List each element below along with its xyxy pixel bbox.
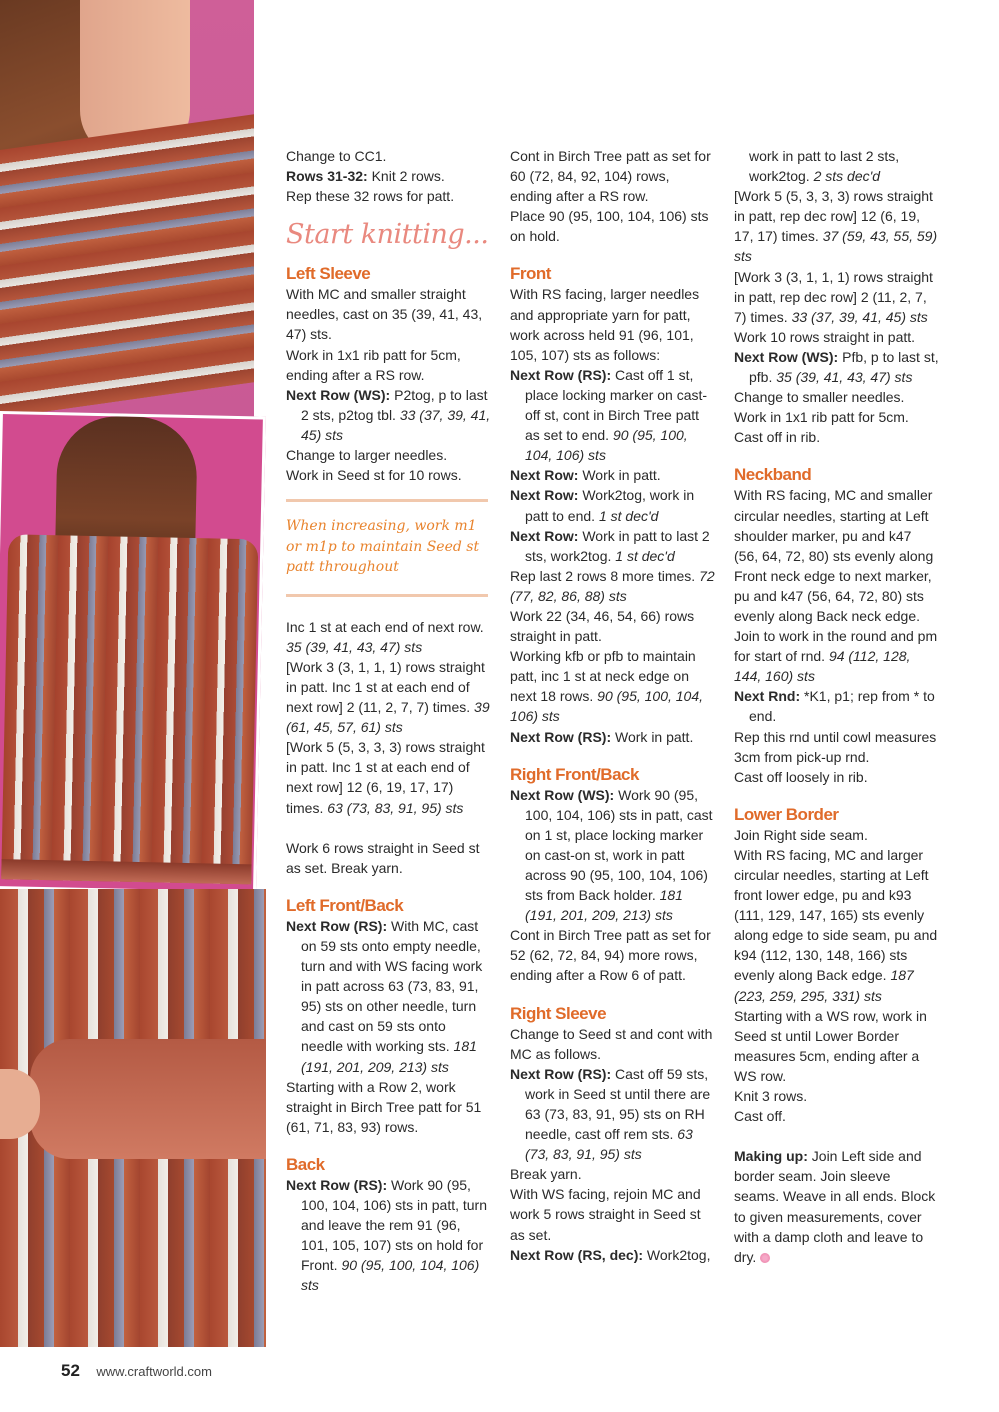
- instruction: Work 6 rows straight in Seed st as set. Break yarn.: [286, 839, 480, 876]
- instruction: Work in 1x1 rib patt for 5cm, ending after a RS row.: [286, 346, 461, 383]
- instruction: Working kfb or pfb to maintain patt, inc 1 st at neck edge on next 18 rows. 90 (95, 100, 104, 106) sts: [510, 648, 704, 725]
- column-2: [510, 146, 715, 1265]
- instruction: Next Row (RS, dec): Work2tog,: [510, 1246, 711, 1263]
- instruction: Change to larger needles.: [286, 447, 448, 464]
- instruction: Next Row: Work2tog, work in patt to end. 1 st dec'd: [510, 487, 695, 524]
- instruction: Starting with a WS row, work in Seed st until Lower Border measures 5cm, ending after a WS row.: [734, 1007, 927, 1084]
- instruction: Work in 1x1 rib patt for 5cm.: [734, 409, 909, 426]
- instruction: Rep last 2 rows 8 more times. 72 (77, 82, 86, 88) sts: [510, 567, 715, 604]
- page-number: 52: [61, 1361, 80, 1380]
- model-photo-front: [0, 0, 254, 418]
- instruction: Work 10 rows straight in patt.: [734, 328, 916, 345]
- right-front-back-heading: Right Front/Back: [510, 764, 639, 784]
- instruction: [Work 5 (5, 3, 3, 3) rows straight in patt, rep dec row] 12 (6, 19, 17, 17) times. 37 (59, 43, 55, 59) sts: [734, 188, 938, 265]
- instruction: Next Row (WS): Pfb, p to last st, pfb. 35 (39, 41, 43, 47) sts: [734, 348, 939, 386]
- making-up-instruction: Making up: Join Left side and border seam. Join sleeve seams. Weave in all ends. Block to given measurements, cover with a damp cloth and leave to dry.: [734, 1148, 936, 1265]
- start-knitting-heading: Start knitting...: [286, 219, 489, 251]
- sleeve-cuff: [30, 1039, 266, 1159]
- instruction: With RS facing, larger needles and appropriate yarn for patt, work across held 91 (96, 101, 105, 107) sts as follows:: [510, 286, 700, 363]
- instruction: With RS facing, MC and larger circular needles, starting at Left front lower edge, pu and k93 (111, 129, 147, 165) sts evenly along edge to side seam, pu and k94 (112, 130, 148, 166) sts evenly along Back edge. 187 (223, 259, 295, 331) sts: [734, 846, 938, 1004]
- sweater-back: [1, 534, 258, 884]
- front-heading: Front: [510, 264, 551, 284]
- neckband-heading: Neckband: [734, 465, 812, 485]
- instruction: Starting with a Row 2, work straight in Birch Tree patt for 51 (61, 71, 83, 93) rows.: [286, 1078, 482, 1135]
- instruction: Next Row (RS): With MC, cast on 59 sts onto empty needle, turn and with WS facing work in patt across 63 (73, 83, 91, 95) sts on other needle, turn and cast on 59 sts onto needle with working sts. 181 (191, 201, 209, 213) sts: [286, 917, 483, 1075]
- end-mark-icon: [760, 1253, 770, 1263]
- instruction: Cont in Birch Tree patt as set for 60 (72, 84, 92, 104) rows, ending after a RS row.: [510, 148, 711, 205]
- instruction: [Work 5 (5, 3, 3, 3) rows straight in patt. Inc 1 st at each end of next row] 12 (6, 19, 17, 17) times. 63 (73, 83, 91, 95) sts: [286, 739, 485, 816]
- tip-text: When increasing, work m1 or m1p to maintain Seed st patt throughout: [286, 518, 480, 576]
- instruction: Next Row (RS): Work 90 (95, 100, 104, 106) sts in patt, turn and leave the rem 91 (96, 101, 105, 107) sts on hold for Front. 90 (95, 100, 104, 106) sts: [286, 1176, 488, 1294]
- instruction: Work 22 (34, 46, 54, 66) rows straight in patt.: [510, 607, 695, 645]
- left-sleeve-heading: Left Sleeve: [286, 264, 371, 284]
- website-url: www.craftworld.com: [96, 1364, 212, 1379]
- page-footer: [61, 1361, 212, 1381]
- sweater-stripes: [0, 114, 254, 418]
- instruction: With RS facing, MC and smaller circular needles, starting at Left shoulder marker, pu and k47 (56, 64, 72, 80) sts evenly along Front neck edge to next marker, pu and k47 (56, 64, 72, 80) sts evenly along Back neck edge. Join to work in the round and pm for start of rnd. 94 (112, 128, 144, 160) sts: [734, 487, 938, 685]
- sweater-hem: [1, 859, 251, 884]
- instruction: Rows 31-32: Knit 2 rows.: [286, 168, 445, 185]
- instruction: Change to Seed st and cont with MC as follows.: [510, 1025, 713, 1062]
- instruction: Next Row: Work in patt to last 2 sts, work2tog. 1 st dec'd: [510, 527, 710, 564]
- instruction: Cont in Birch Tree patt as set for 52 (62, 72, 84, 94) more rows, ending after a Row 6 of patt.: [510, 927, 711, 984]
- sweater-detail-photo: [0, 889, 266, 1347]
- instruction: Cast off in rib.: [734, 429, 821, 446]
- instruction: Next Rnd: *K1, p1; rep from * to end.: [734, 688, 935, 725]
- instruction: Cast off.: [734, 1108, 786, 1125]
- instruction: Next Row (WS): P2tog, p to last 2 sts, p2tog tbl. 33 (37, 39, 41, 45) sts: [286, 386, 491, 443]
- instruction: Place 90 (95, 100, 104, 106) sts on hold.: [510, 208, 709, 245]
- instruction: With MC and smaller straight needles, cast on 35 (39, 41, 43, 47) sts.: [286, 286, 483, 343]
- instruction: [Work 3 (3, 1, 1, 1) rows straight in patt, rep dec row] 2 (11, 2, 7, 7) times. 33 (37, 39, 41, 45) sts: [734, 268, 933, 325]
- instruction: Next Row (RS): Cast off 59 sts, work in Seed st until there are 63 (73, 83, 91, 95) sts on RH needle, cast off rem sts. 63 (73, 83, 91, 95) sts: [510, 1065, 711, 1163]
- instruction: Join Right side seam.: [734, 826, 868, 843]
- intro-line: Change to CC1.: [286, 148, 387, 164]
- instruction: [Work 3 (3, 1, 1, 1) rows straight in patt. Inc 1 st at each end of next row] 2 (11, 2, 7, 7) times. 39 (61, 45, 57, 61) sts: [286, 658, 490, 736]
- instruction: Work in Seed st for 10 rows.: [286, 467, 462, 484]
- instruction: Cast off loosely in rib.: [734, 768, 868, 785]
- model-photo-back: [0, 411, 266, 894]
- column-1: [286, 146, 491, 1295]
- column-3: [734, 146, 939, 1267]
- right-sleeve-heading: Right Sleeve: [510, 1003, 607, 1023]
- tip-callout: [286, 499, 488, 597]
- lower-border-heading: Lower Border: [734, 804, 839, 824]
- instruction: work in patt to last 2 sts, work2tog. 2 sts dec'd: [749, 148, 900, 185]
- instruction: Rep these 32 rows for patt.: [286, 188, 455, 205]
- instruction: Next Row (RS): Cast off 1 st, place locking marker on cast-off st, cont in Birch Tree patt as set to end. 90 (95, 100, 104, 106) sts: [510, 366, 708, 464]
- instruction: Change to smaller needles.: [734, 389, 905, 406]
- instruction: Knit 3 rows.: [734, 1088, 808, 1105]
- instruction: Next Row (RS): Work in patt.: [510, 728, 694, 745]
- instruction: Break yarn.: [510, 1166, 582, 1183]
- instruction: With WS facing, rejoin MC and work 5 rows straight in Seed st as set.: [510, 1186, 701, 1243]
- instruction: Next Row: Work in patt.: [510, 467, 661, 484]
- instruction: Inc 1 st at each end of next row. 35 (39, 41, 43, 47) sts: [286, 618, 484, 655]
- instruction: Rep this rnd until cowl measures 3cm from pick-up rnd.: [734, 728, 937, 765]
- instruction: Next Row (WS): Work 90 (95, 100, 104, 106) sts in patt, cast on 1 st, place locking marker on cast-on st, work in patt across 90 (95, 100, 104, 106) sts from Back holder. 181 (191, 201, 209, 213) sts: [510, 786, 713, 924]
- left-front-back-heading: Left Front/Back: [286, 895, 404, 915]
- back-heading: Back: [286, 1154, 325, 1174]
